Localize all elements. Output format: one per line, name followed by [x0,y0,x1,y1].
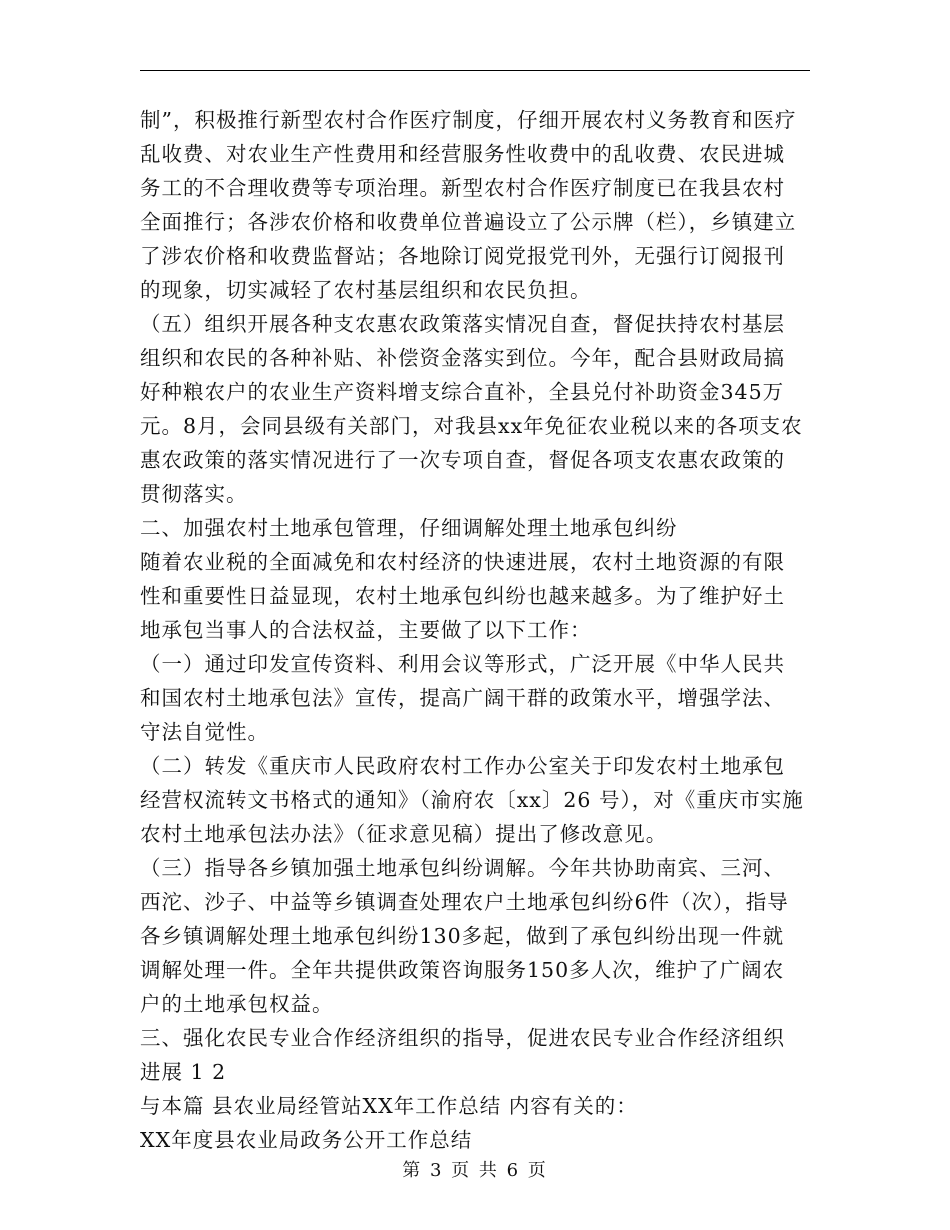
paragraph: （二）转发《重庆市人民政府农村工作办公室关于印发农村土地承包经营权流转文书格式的通知》（渝府农〔xx〕26 号），对《重庆市实施农村土地承包法办法》（征求意见稿）提出了修改意见。 [140,754,804,846]
paragraph: 制”，积极推行新型农村合作医疗制度，仔细开展农村义务教育和医疗乱收费、对农业生产性费用和经营服务性收费中的乱收费、农民进城务工的不合理收费等专项治理。新型农村合作医疗制度已在我县农村全面推行；各涉农价格和收费单位普遍设立了公示牌（栏），乡镇建立了涉农价格和收费监督站；各地除订阅党报党刊外，无强行订阅报刊的现象，切实减轻了农村基层组织和农民负担。 [140,108,797,302]
related-article-link[interactable]: XX年度县农业局政务公开工作总结 [140,1128,473,1152]
page-number: 第 3 页 共 6 页 [402,1160,548,1181]
paragraph: 随着农业税的全面减免和农村经济的快速进展，农村土地资源的有限性和重要性日益显现，农村土地承包纠纷也越来越多。为了维护好土地承包当事人的合法权益，主要做了以下工作： [140,550,785,642]
section-heading: 二、加强农村土地承包管理，仔细调解处理土地承包纠纷 [140,516,678,540]
paragraph: （五）组织开展各种支农惠农政策落实情况自查，督促扶持农村基层组织和农民的各种补贴、补偿资金落实到位。今年，配合县财政局搞好种粮农户的农业生产资料增支综合直补，全县兑付补助资金345万元。8月，会同县级有关部门，对我县xx年免征农业税以来的各项支农惠农政策的落实情况进行了一次专项自查，督促各项支农惠农政策的贯彻落实。 [140,312,803,506]
header-rule [140,70,810,71]
section-heading: 三、强化农民专业合作经济组织的指导，促进农民专业合作经济组织进展 1 2 [140,1026,785,1084]
related-articles-label: 与本篇 县农业局经管站XX年工作总结 内容有关的： [140,1094,638,1118]
document-body [140,103,805,1157]
paragraph: （三）指导各乡镇加强土地承包纠纷调解。今年共协助南宾、三河、西沱、沙子、中益等乡镇调查处理农户土地承包纠纷6件（次），指导各乡镇调解处理土地承包纠纷130多起，做到了承包纠纷出现一件就调解处理一件。全年共提供政策咨询服务150多人次，维护了广阔农户的土地承包权益。 [140,856,789,1016]
paragraph: （一）通过印发宣传资料、利用会议等形式，广泛开展《中华人民共和国农村土地承包法》宣传，提高广阔干群的政策水平，增强学法、守法自觉性。 [140,652,785,744]
